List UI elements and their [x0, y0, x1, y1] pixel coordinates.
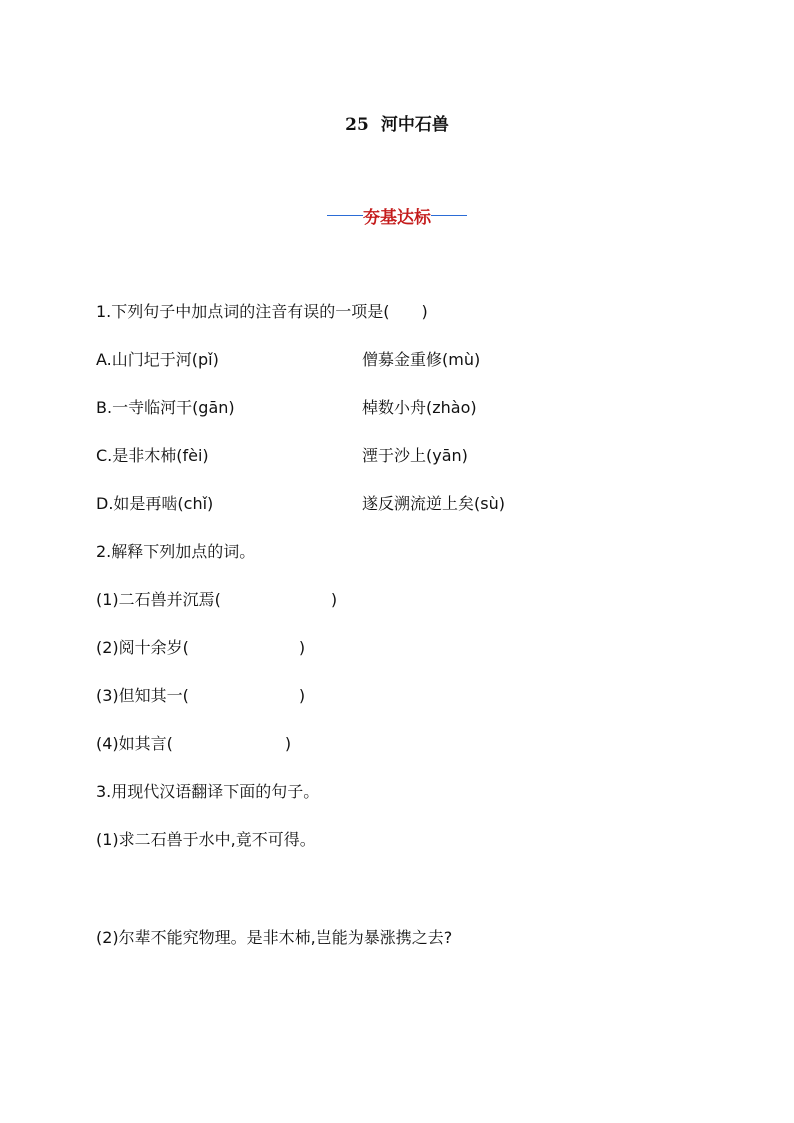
question-2-stem: 2.解释下列加点的词。	[96, 542, 256, 561]
q2-item-3-close: )	[298, 686, 306, 705]
q3-item-1: (1)求二石兽于水中,竟不可得。	[96, 830, 316, 849]
q1-option-b-left: B.一寺临河干(gān)	[96, 398, 235, 417]
q1-option-a-right: 僧募金重修(mù)	[362, 350, 481, 369]
q2-item-3	[96, 685, 305, 707]
q2-item-1-close: )	[330, 590, 338, 609]
q1-option-c-right: 湮于沙上(yān)	[362, 446, 468, 465]
q2-item-1	[96, 589, 337, 611]
lesson-title-text: 河中石兽	[380, 115, 449, 135]
lesson-number: 25	[345, 115, 369, 135]
question-3-stem: 3.用现代汉语翻译下面的句子。	[96, 782, 320, 801]
q3-item-2: (2)尔辈不能究物理。是非木杮,岂能为暴涨携之去?	[96, 928, 453, 947]
q2-item-2-close: )	[298, 638, 306, 657]
q2-item-2-label: (2)阅十余岁(	[96, 638, 189, 657]
q2-item-4-label: (4)如其言(	[96, 734, 173, 753]
q1-option-b-right: 棹数小舟(zhào)	[362, 398, 477, 417]
section-label: 夯基达标	[363, 208, 431, 228]
q2-item-4	[96, 733, 291, 755]
q2-item-4-close: )	[284, 734, 292, 753]
section-divider-left	[327, 215, 363, 216]
q1-option-d-left: D.如是再啮(chǐ)	[96, 494, 214, 513]
q1-option-a-left: A.山门圮于河(pǐ)	[96, 350, 219, 369]
question-1-stem: 1.下列句子中加点词的注音有误的一项是( )	[96, 302, 428, 321]
q2-item-1-label: (1)二石兽并沉焉(	[96, 590, 221, 609]
q1-option-c-left: C.是非木杮(fèi)	[96, 446, 209, 465]
lesson-title	[0, 110, 794, 135]
section-divider-right	[431, 215, 467, 216]
q1-option-d-right: 遂反溯流逆上矣(sù)	[362, 494, 505, 513]
q2-item-3-label: (3)但知其一(	[96, 686, 189, 705]
section-header	[0, 203, 794, 228]
q2-item-2	[96, 637, 305, 659]
